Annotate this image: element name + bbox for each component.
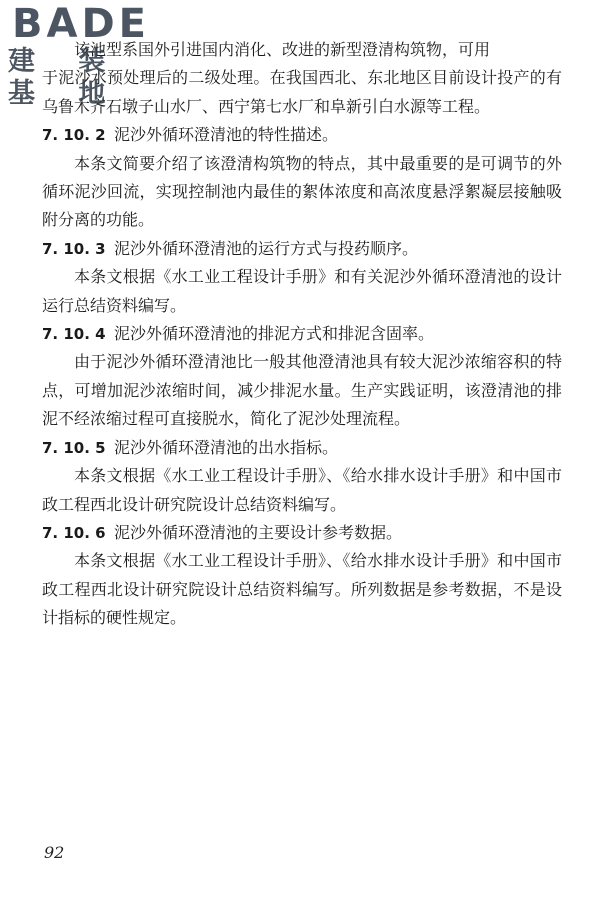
- section-title: 泥沙外循环澄清池的排泥方式和排泥含固率。: [114, 324, 435, 344]
- section-title: 泥沙外循环澄清池的特性描述。: [114, 125, 339, 145]
- intro-paragraph: 于泥沙水预处理后的二级处理。在我国西北、东北地区目前设计投产的有乌鲁木齐石墩子山水厂、西宁第七水厂和阜新引白水源等工程。: [42, 68, 562, 116]
- section-heading-7-10-3: [42, 235, 562, 263]
- section-number: 7. 10. 4: [42, 325, 106, 344]
- section-title: 泥沙外循环澄清池的运行方式与投药顺序。: [114, 238, 419, 258]
- section-body-7-10-4: 由于泥沙外循环澄清池比一般其他澄清池具有较大泥沙浓缩容积的特点，可增加泥沙浓缩时间，减少排泥水量。生产实践证明，该澄清池的排泥不经浓缩过程可直接脱水，简化了泥沙处理流程。: [42, 352, 562, 429]
- section-heading-7-10-4: [42, 320, 562, 348]
- section-title: 泥沙外循环澄清池的出水指标。: [114, 437, 339, 457]
- section-heading-7-10-5: [42, 434, 562, 462]
- section-heading-7-10-6: [42, 519, 562, 547]
- section-body-7-10-3: 本条文根据《水工业工程设计手册》和有关泥沙外循环澄清池的设计运行总结资料编写。: [42, 267, 562, 315]
- watermark-latin-text: BADE: [12, 1, 150, 47]
- page-number: 92: [44, 843, 65, 862]
- section-title: 泥沙外循环澄清池的主要设计参考数据。: [114, 522, 403, 542]
- section-body-7-10-5: 本条文根据《水工业工程设计手册》、《给水排水设计手册》和中国市政工程西北设计研究院设计总结资料编写。: [42, 466, 562, 514]
- section-body-7-10-6: 本条文根据《水工业工程设计手册》、《给水排水设计手册》和中国市政工程西北设计研究院设计总结资料编写。所列数据是参考数据，不是设计指标的硬性规定。: [42, 551, 562, 628]
- intro-line-1: 该池型系国外引进国内消化、改进的新型澄清构筑物，可用: [74, 40, 491, 59]
- watermark-cjk-text: 建 装 基 地: [8, 46, 123, 109]
- section-number: 7. 10. 3: [42, 239, 106, 258]
- section-number: 7. 10. 6: [42, 523, 106, 542]
- document-body: [42, 36, 562, 633]
- section-body-7-10-2: 本条文简要介绍了该澄清构筑物的特点，其中最重要的是可调节的外循环泥沙回流，实现控制池内最佳的絮体浓度和高浓度悬浮絮凝层接触吸附分离的功能。: [42, 153, 562, 230]
- section-number: 7. 10. 5: [42, 438, 106, 457]
- section-number: 7. 10. 2: [42, 126, 106, 145]
- section-heading-7-10-2: [42, 121, 562, 149]
